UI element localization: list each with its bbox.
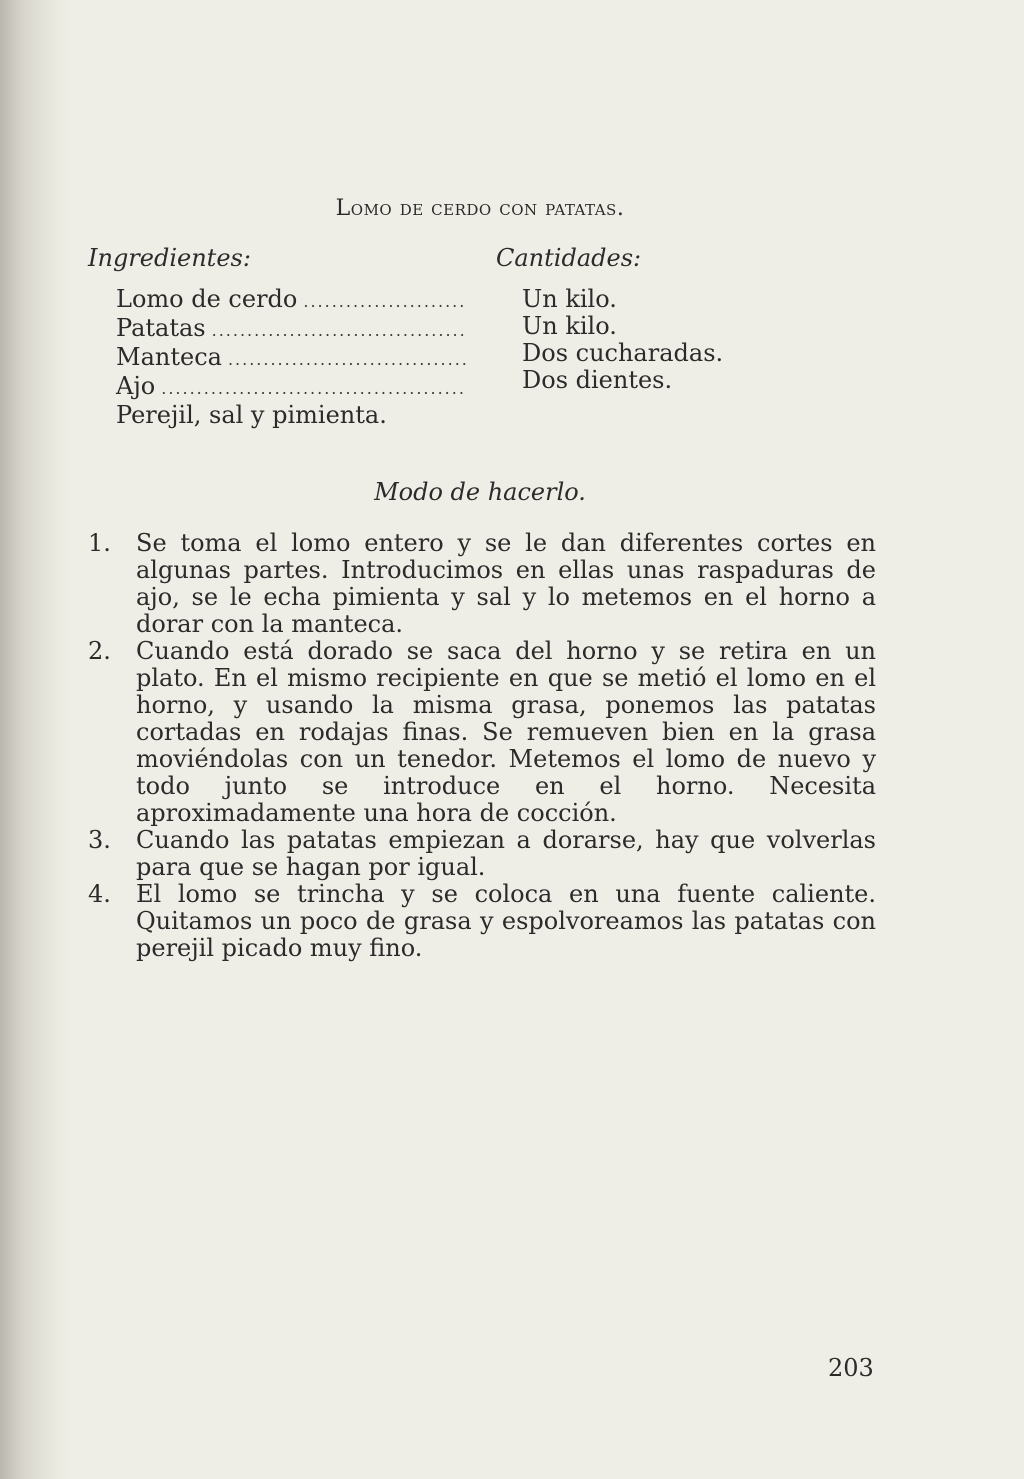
- step-number: 1.: [88, 529, 111, 557]
- step-number: 4.: [88, 880, 111, 908]
- step-text: Cuando está dorado se saca del horno y se retira en un plato. En el mismo recipiente en que se metió el lomo en el horno, y usando la misma grasa, ponemos las patatas cortadas en rodajas finas. Se remueven bien en la grasa moviéndolas con un tenedor. Metemos el lomo de nuevo y todo junto se introduce en el horno. Necesita aproximadamente una hora de cocción.: [136, 637, 876, 827]
- dot-leader: [303, 288, 466, 315]
- ingredient-row: [116, 286, 466, 315]
- dot-leader: [212, 317, 466, 344]
- step-number: 2.: [88, 637, 111, 665]
- quantities-list: [522, 286, 723, 394]
- dot-leader: [228, 346, 466, 373]
- step-item: [82, 638, 876, 827]
- ingredient-name: Perejil, sal y pimienta.: [116, 401, 387, 429]
- quantity-item: Dos dientes.: [522, 366, 673, 394]
- quantity-item: Dos cucharadas.: [522, 339, 724, 367]
- ingredient-name: Ajo: [116, 372, 156, 400]
- step-text: Se toma el lomo entero y se le dan diferentes cortes en algunas partes. Introducimos en ellas unas raspaduras de ajo, se le echa pimienta y sal y lo metemos en el horno a dorar con la manteca.: [136, 529, 876, 638]
- ingredient-row: [116, 315, 466, 344]
- ingredients-list: [116, 286, 466, 429]
- step-item: [82, 530, 876, 638]
- quantity-item: Un kilo.: [522, 285, 617, 313]
- quantities-header: Cantidades:: [496, 244, 642, 272]
- ingredient-row: [116, 373, 466, 402]
- ingredient-name: Patatas: [116, 314, 206, 342]
- ingredient-row: [116, 402, 466, 429]
- page-number: 203: [828, 1354, 874, 1382]
- dot-leader: [161, 375, 466, 402]
- ingredient-row: [116, 344, 466, 373]
- step-item: [82, 881, 876, 962]
- step-item: [82, 827, 876, 881]
- step-text: Cuando las patatas empiezan a dorarse, hay que volverlas para que se hagan por igual.: [136, 826, 876, 881]
- ingredient-name: Manteca: [116, 343, 222, 371]
- quantity-item: Un kilo.: [522, 312, 617, 340]
- recipe-title: Lomo de cerdo con patatas.: [335, 196, 625, 221]
- ingredient-name: Lomo de cerdo: [116, 285, 298, 313]
- step-number: 3.: [88, 826, 111, 854]
- method-title: Modo de hacerlo.: [374, 478, 586, 506]
- method-steps: [82, 530, 876, 962]
- ingredients-header: Ingredientes:: [88, 244, 251, 272]
- step-text: El lomo se trincha y se coloca en una fuente caliente. Quitamos un poco de grasa y espolvoreamos las patatas con perejil picado muy fino.: [136, 880, 876, 962]
